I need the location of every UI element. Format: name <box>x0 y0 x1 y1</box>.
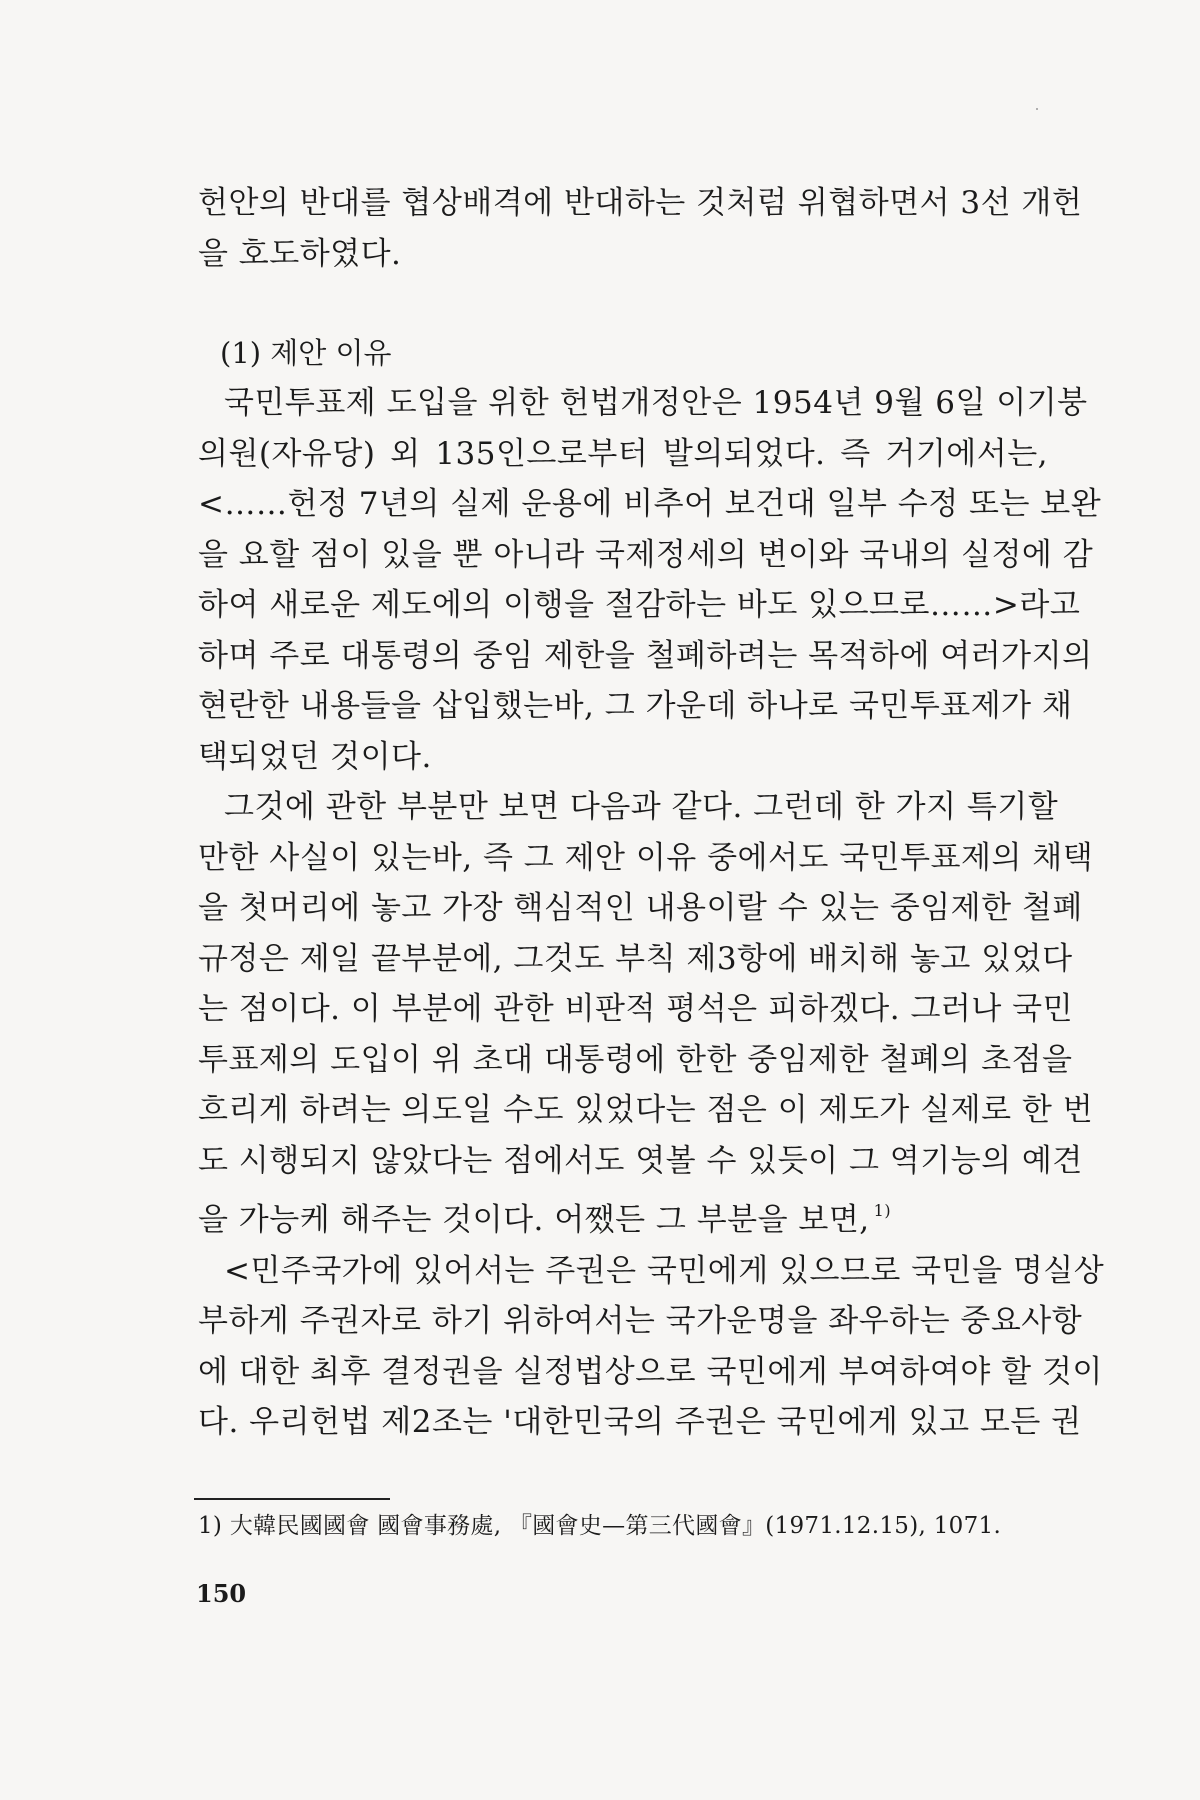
main-text <box>198 378 1105 1448</box>
text-line: 을 요할 점이 있을 뿐 아니라 국제정세의 변이와 국내의 실정에 감 <box>198 536 1094 573</box>
text-line: 는 점이다. 이 부분에 관한 비판적 평석은 피하겠다. 그러나 국민 <box>198 991 1074 1027</box>
text-line-with-footnote <box>198 1186 1048 1246</box>
text-line: 을 가능케 해주는 것이다. 어쨌든 그 부분을 보면, <box>198 1202 870 1238</box>
intro-paragraph <box>198 178 1083 279</box>
text-line: <……헌정 7년의 실제 운용에 비추어 보건대 일부 수정 또는 보완 <box>198 486 1102 522</box>
text-line: 의원(자유당) 외 135인으로부터 발의되었다. 즉 거기에서는, <box>198 435 1048 472</box>
text-line: 투표제의 도입이 위 초대 대통령에 한한 중임제한 철폐의 초점을 <box>198 1041 1073 1078</box>
text-line: 현란한 내용들을 삽입했는바, 그 가운데 하나로 국민투표제가 채 <box>198 688 1073 724</box>
text-line: 도 시행되지 않았다는 점에서도 엿볼 수 있듯이 그 역기능의 예견 <box>198 1142 1083 1179</box>
footnote-reference: 1) <box>873 1201 892 1220</box>
text-line: <민주국가에 있어서는 주권은 국민에게 있으므로 국민을 명실상 <box>224 1252 1105 1289</box>
page-number: 150 <box>196 1579 247 1608</box>
section-heading: (1) 제안 이유 <box>220 336 392 370</box>
text-line: 규정은 제일 끝부분에, 그것도 부칙 제3항에 배치해 놓고 있었다 <box>198 940 1073 977</box>
text-line: 다. 우리헌법 제2조는 '대한민국의 주권은 국민에게 있고 모든 권 <box>198 1404 1082 1440</box>
footnote-divider <box>194 1498 390 1500</box>
text-line: 을 호도하였다. <box>198 235 402 272</box>
text-line: 택되었던 것이다. <box>198 738 432 775</box>
text-line: 흐리게 하려는 의도일 수도 있었다는 점은 이 제도가 실제로 한 번 <box>198 1092 1094 1128</box>
text-line: 만한 사실이 있는바, 즉 그 제안 이유 중에서도 국민투표제의 채택 <box>198 839 1094 876</box>
text-line: 하여 새로운 제도에의 이행을 절감하는 바도 있으므로……>라고 <box>198 587 1081 623</box>
text-line: 에 대한 최후 결정권을 실정법상으로 국민에게 부여하여야 할 것이 <box>198 1353 1103 1390</box>
text-line: 하며 주로 대통령의 중임 제한을 철폐하려는 목적하에 여러가지의 <box>198 637 1093 674</box>
footnote: 1) 大韓民國國會 國會事務處, 『國會史—第三代國會』(1971.12.15), 1071. <box>198 1513 1002 1539</box>
scan-speck <box>1036 108 1038 110</box>
text-line: 부하게 주권자로 하기 위하여서는 국가운명을 좌우하는 중요사항 <box>198 1303 1083 1339</box>
text-line: 헌안의 반대를 협상배격에 반대하는 것처럼 위협하면서 3선 개헌 <box>198 185 1083 221</box>
text-line: 그것에 관한 부분만 보면 다음과 같다. 그런데 한 가지 특기할 <box>224 789 1059 825</box>
text-line: 국민투표제 도입을 위한 헌법개정안은 1954년 9월 6일 이기붕 <box>224 385 1088 421</box>
text-line: 을 첫머리에 놓고 가장 핵심적인 내용이랄 수 있는 중임제한 철폐 <box>198 890 1083 926</box>
